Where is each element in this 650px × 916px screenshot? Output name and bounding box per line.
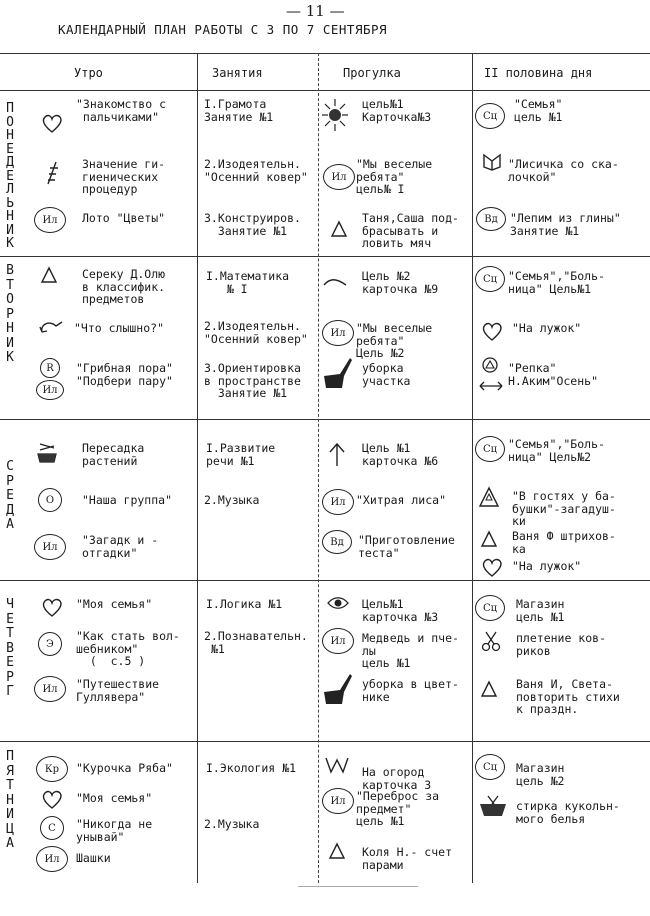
role-play-circle-icon: Сц (475, 754, 505, 780)
monday-utro-2: Значение ги- гиенических процедур (82, 157, 166, 196)
row-rule-4 (0, 741, 650, 742)
friday-utro-2: "Моя семья" (76, 791, 153, 805)
col-rule-2 (318, 53, 319, 883)
pen-stroke-icon (42, 160, 62, 186)
day-label-friday: П Я Т Н И Ц А (6, 749, 14, 851)
header-vtoraya: II половина дня (484, 66, 593, 80)
plant-pot-icon (34, 440, 60, 466)
tuesday-utro-2: "Что слышно?" (74, 321, 165, 335)
monday-utro-3: Лото "Цветы" (82, 211, 166, 225)
header-top-rule (0, 53, 650, 54)
book-icon (482, 153, 502, 171)
heart-icon (480, 320, 504, 342)
game-circle-icon: Ил (322, 788, 354, 814)
return-arrow-icon (38, 318, 64, 336)
thursday-utro-1: "Моя семья" (76, 597, 153, 611)
wednesday-zanyatie-2: 2.Музыка (204, 493, 260, 507)
tuesday-utro-3: "Грибная пора" "Подбери пару" (76, 361, 173, 388)
role-play-circle-icon: Сц (475, 103, 505, 129)
monday-progulka-2: "Мы веселые ребята" цель№ I (356, 157, 433, 196)
friday-zanyatie-1: I.Экология №1 (206, 761, 297, 775)
thursday-progulka-1: Цель№1 карточка №3 (362, 597, 439, 624)
tuesday-vtoraya-3: "Репка" Н.Аким"Осень" (508, 361, 599, 388)
game-circle-icon: Ил (322, 489, 354, 515)
game-circle-icon: Ил (322, 320, 354, 346)
monday-vtoraya-3: "Лепим из глины" Занятие №1 (510, 211, 621, 238)
friday-progulka-3: Коля Н.- счет парами (362, 845, 453, 872)
puppet-circle-icon: Кр (36, 756, 68, 782)
day-label-monday: П О Н Е Д Е Л Ь Н И К (6, 101, 14, 251)
c-circle-icon: С (40, 816, 64, 840)
tuesday-zanyatie-1: I.Математика № I (206, 269, 290, 296)
thursday-utro-3: "Путешествие Гуллявера" (76, 677, 160, 704)
header-utro: Утро (74, 66, 103, 80)
theatre-triangle-icon (478, 486, 500, 508)
tuesday-zanyatie-3: 3.Ориентировка в пространстве Занятие №1 (204, 361, 301, 400)
thursday-progulka-3: уборка в цвет- нике (362, 677, 459, 704)
o-circle-icon: О (38, 488, 62, 512)
thursday-utro-2: "Как стать вол- шебником" ( с.5 ) (76, 629, 180, 668)
header-bottom-rule (0, 90, 650, 91)
friday-vtoraya-1: Магазин цель №2 (516, 761, 565, 788)
thursday-zanyatie-2: 2.Познавательн. №1 (204, 629, 308, 656)
craft-circle-icon: Вд (322, 530, 352, 554)
tuesday-utro-1: Сереку Д.Олю в классифик. предметов (82, 267, 166, 306)
friday-vtoraya-2: стирка кукольн- мого белья (516, 799, 620, 826)
thursday-vtoraya-1: Магазин цель №1 (516, 597, 565, 624)
craft-circle-icon: Вд (476, 207, 506, 231)
monday-utro-1: "Знакомство с пальчиками" (76, 97, 167, 124)
thursday-zanyatie-1: I.Логика №1 (206, 597, 283, 611)
day-label-tuesday: В Т О Р Н И К (6, 263, 14, 365)
thursday-vtoraya-2: плетение ков- риков (516, 631, 607, 658)
monday-vtoraya-2: "Лисичка со ска- лочкой" (508, 157, 619, 184)
page-number: — 11 — (286, 2, 345, 20)
triangle-icon (330, 220, 348, 238)
game-circle-icon: Ил (34, 676, 66, 702)
thursday-progulka-2: Медведь и пче- лы цель №1 (362, 631, 459, 670)
sprout-icon (328, 440, 346, 468)
friday-zanyatie-2: 2.Музыка (204, 817, 260, 831)
r-circle-icon: R (40, 358, 60, 378)
wednesday-utro-2: "Наша группа" (82, 493, 173, 507)
garden-icon (324, 756, 350, 774)
scissors-icon (480, 630, 502, 652)
wednesday-vtoraya-4: "На лужок" (512, 559, 582, 573)
wednesday-vtoraya-1: "Семья","Боль- ница" Цель№2 (508, 437, 605, 464)
friday-progulka-1: На огород карточка 3 (362, 765, 432, 792)
monday-zanyatie-3: 3.Конструиров. Занятие №1 (204, 211, 301, 238)
tuesday-vtoraya-1: "Семья","Боль- ница" Цель№1 (508, 269, 605, 296)
footer-rule (298, 886, 418, 887)
monday-vtoraya-1: "Семья" цель №1 (514, 97, 563, 124)
wednesday-progulka-3: "Приготовление теста" (358, 533, 455, 560)
row-rule-2 (0, 419, 650, 420)
game-circle-icon: Ил (34, 207, 66, 233)
tuesday-progulka-3: уборка участка (362, 361, 411, 388)
sun-icon (320, 96, 350, 134)
day-label-wednesday: С Р Е Д А (6, 459, 14, 532)
header-zanyatiya: Занятия (212, 66, 263, 80)
tuesday-progulka-1: Цель №2 карточка №9 (362, 269, 439, 296)
heart-icon (40, 596, 64, 618)
wednesday-progulka-1: Цель №1 карточка №6 (362, 441, 439, 468)
monday-zanyatie-2: 2.Изодеятельн. "Осенний ковер" (204, 157, 308, 184)
broom-icon (322, 672, 354, 706)
wednesday-zanyatie-1: I.Развитие речи №1 (206, 441, 276, 468)
wednesday-vtoraya-3: Ваня Ф штрихов- ка (512, 529, 616, 556)
friday-progulka-2: "Переброс за предмет" цель №1 (356, 789, 440, 828)
monday-progulka-1: цель№1 Карточка№3 (362, 97, 432, 124)
col-rule-1 (197, 53, 198, 883)
friday-utro-3: "Никогда не унывай" (76, 817, 153, 844)
role-play-circle-icon: Сц (475, 436, 505, 462)
wednesday-utro-1: Пересадка растений (82, 441, 145, 468)
col-rule-3 (472, 53, 473, 883)
role-play-circle-icon: Сц (475, 595, 505, 621)
day-label-thursday: Ч Е Т В Е Р Г (6, 597, 14, 699)
thursday-vtoraya-3: Ваня И, Света- повторить стихи к праздн. (516, 677, 620, 716)
game-circle-icon: Ил (36, 846, 68, 872)
row-rule-3 (0, 580, 650, 581)
heart-icon (40, 788, 64, 810)
role-play-circle-icon: Сц (475, 266, 505, 292)
friday-utro-1: "Курочка Ряба" (76, 761, 173, 775)
game-circle-icon: Ил (34, 534, 66, 560)
broom-icon (322, 356, 354, 390)
triangle-icon (328, 842, 346, 860)
row-rule-1 (0, 256, 650, 257)
wednesday-vtoraya-2: "В гостях у ба- бушки"-загадуш- ки (512, 489, 616, 528)
heart-icon (480, 556, 504, 578)
game-circle-icon: Ил (36, 380, 64, 400)
game-circle-icon: Ил (323, 164, 355, 190)
theatre-icon (478, 356, 504, 392)
tuesday-vtoraya-2: "На лужок" (512, 321, 582, 335)
washing-basin-icon (478, 794, 508, 818)
monday-zanyatie-1: I.Грамота Занятие №1 (204, 97, 274, 124)
triangle-icon (40, 266, 58, 284)
e-circle-icon: Э (38, 632, 62, 656)
tuesday-progulka-2: "Мы веселые ребята" Цель №2 (356, 321, 433, 360)
eye-icon (326, 596, 350, 610)
header-progulka: Прогулка (343, 66, 401, 80)
wednesday-utro-3: "Загадк и - отгадки" (82, 533, 159, 560)
wave-icon (322, 276, 348, 288)
tuesday-zanyatie-2: 2.Изодеятельн. "Осенний ковер" (204, 319, 308, 346)
triangle-icon (480, 530, 498, 548)
wednesday-progulka-2: "Хитрая лиса" (356, 493, 447, 507)
triangle-icon (480, 680, 498, 698)
heart-icon (40, 112, 64, 134)
monday-progulka-3: Таня,Саша под- брасывать и ловить мяч (362, 211, 459, 250)
game-circle-icon: Ил (322, 628, 354, 654)
friday-utro-4: Шашки (76, 851, 111, 865)
page-title: КАЛЕНДАРНЫЙ ПЛАН РАБОТЫ С 3 ПО 7 СЕНТЯБРЯ (58, 22, 388, 37)
